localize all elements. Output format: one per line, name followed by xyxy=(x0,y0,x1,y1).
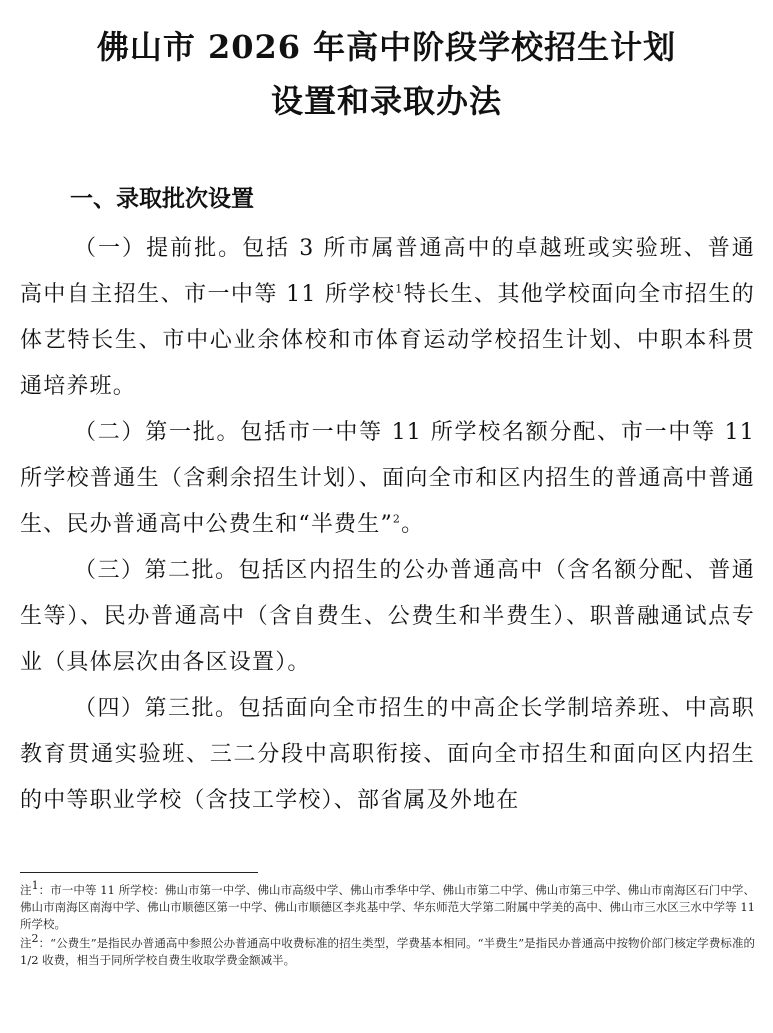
footnote-label: 注 xyxy=(20,883,32,897)
paragraph-text: （三）第二批。包括区内招生的公办普通高中（含名额分配、普通生等）、民办普通高中（含自费生、公费生和半费生）、职普融通试点专业（具体层次由各区设置）。 xyxy=(20,558,755,675)
footnote-ref-2: 2 xyxy=(392,512,402,526)
section-heading: 一、录取批次设置 xyxy=(70,186,254,212)
document-title-line-1: 佛山市 2026 年高中阶段学校招生计划 xyxy=(96,28,677,66)
footnote-number: 1 xyxy=(31,879,39,893)
paragraph-third-batch xyxy=(20,686,755,824)
paragraph-first-batch xyxy=(20,410,755,548)
paragraph-text: 特长生、其他学校面向全市招生的体艺特长生、市中心业余体校和市体育运动学校招生计划、中职本科贯通培养班。 xyxy=(20,282,755,399)
footnote-label: 注 xyxy=(20,936,32,950)
paragraph-text: 。 xyxy=(401,512,425,537)
document-title-line-2: 设置和录取办法 xyxy=(270,82,502,120)
footnote-1 xyxy=(20,879,756,933)
footnote-ref-1: 1 xyxy=(395,282,404,296)
footnote-text: ：市一中等 11 所学校：佛山市第一中学、佛山市高级中学、佛山市季华中学、佛山市第二中学、佛山市第三中学、佛山市南海区石门中学、佛山市南海区南海中学、佛山市顺德区第一中学、佛山市顺德区李兆基中学、华东师范大学第二附属中学美的高中、佛山市三水区三水中学等 11 所学校。 xyxy=(20,883,756,931)
paragraph-early-batch xyxy=(20,226,755,410)
paragraph-text: （四）第三批。包括面向全市招生的中高企长学制培养班、中高职教育贯通实验班、三二分段中高职衔接、面向全市招生和面向区内招生的中等职业学校（含技工学校）、部省属及外地在 xyxy=(20,696,755,813)
footnote-number: 2 xyxy=(31,932,39,946)
paragraph-text: （一）提前批。包括 3 所市属普通高中的卓越班或实验班、普通高中自主招生、市一中等 11 所学校 xyxy=(20,236,755,307)
footnote-2 xyxy=(20,932,755,969)
footnote-divider xyxy=(20,872,258,873)
footnote-text: ：“公费生”是指民办普通高中参照公办普通高中收费标准的招生类型，学费基本相同。“半费生”是指民办普通高中按物价部门核定学费标准的 1/2 收费，相当于同所学校自费生收取学费金额减半。 xyxy=(20,936,755,967)
paragraph-text: （二）第一批。包括市一中等 11 所学校名额分配、市一中等 11 所学校普通生（含剩余招生计划）、面向全市和区内招生的普通高中普通生、民办普通高中公费生和“半费生” xyxy=(20,420,755,537)
paragraph-second-batch xyxy=(20,548,755,686)
